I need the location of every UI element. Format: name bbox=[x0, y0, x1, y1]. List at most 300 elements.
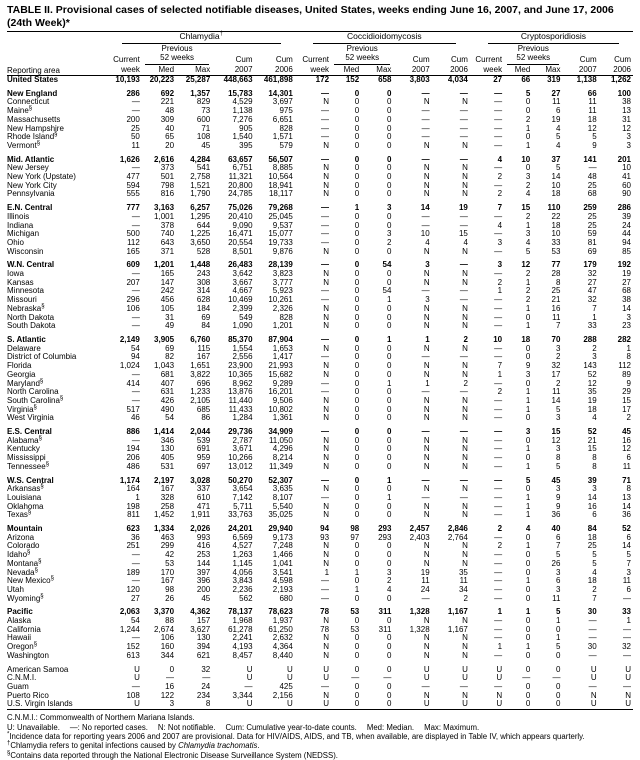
value-cell: 9 bbox=[556, 501, 561, 511]
value-cell: 2 bbox=[626, 413, 631, 423]
reporting-area-cell: Alabama§ bbox=[7, 435, 42, 445]
value-cell: 696 bbox=[196, 378, 211, 388]
value-cell: N bbox=[323, 690, 330, 700]
value-cell: 29 bbox=[622, 387, 631, 397]
value-cell: — bbox=[494, 550, 503, 560]
cum-label: Cum bbox=[235, 55, 253, 64]
value-cell: 0 bbox=[525, 163, 531, 173]
value-cell: 1 bbox=[525, 541, 531, 551]
value-cell: 1 bbox=[354, 584, 360, 594]
value-cell: 3,650 bbox=[190, 237, 211, 247]
value-cell: 555 bbox=[126, 189, 140, 199]
value-cell: 4,034 bbox=[447, 75, 468, 84]
value-cell: 3 bbox=[626, 132, 631, 142]
value-cell: 600 bbox=[196, 114, 211, 124]
value-cell: 3,823 bbox=[272, 269, 293, 279]
value-cell: 39 bbox=[587, 475, 597, 485]
value-cell: 165 bbox=[160, 269, 175, 279]
value-cell: 3,028 bbox=[190, 475, 211, 485]
value-cell: — bbox=[494, 180, 503, 190]
value-cell: 167 bbox=[196, 352, 211, 362]
value-cell: 52 bbox=[587, 369, 597, 379]
value-cell: 3 bbox=[556, 444, 561, 454]
value-cell: 84 bbox=[587, 524, 597, 534]
reporting-area-cell: Mountain bbox=[7, 524, 43, 534]
value-cell: 5 bbox=[556, 163, 561, 173]
value-cell: 1 bbox=[135, 492, 140, 502]
value-cell: 8,962 bbox=[232, 378, 253, 388]
value-cell: 17 bbox=[551, 369, 561, 379]
legend-item: N: Not notifiable. bbox=[157, 722, 216, 732]
value-cell: 19 bbox=[622, 269, 631, 279]
value-cell: — bbox=[494, 650, 503, 660]
value-cell: 234 bbox=[196, 690, 211, 700]
value-cell: 1 bbox=[425, 334, 430, 344]
value-cell: 100 bbox=[617, 88, 631, 98]
value-cell: N bbox=[462, 510, 468, 520]
value-cell: 1,145 bbox=[232, 558, 253, 568]
value-cell: 0 bbox=[354, 501, 360, 511]
value-cell: 1 bbox=[425, 378, 430, 388]
value-cell: 4 bbox=[386, 584, 392, 594]
value-cell: U bbox=[246, 699, 253, 709]
value-cell: 66 bbox=[587, 88, 597, 98]
legend-item: —: No reported cases. bbox=[69, 722, 148, 732]
value-cell: 6 bbox=[556, 576, 561, 586]
value-cell: 2,399 bbox=[232, 303, 253, 313]
reporting-area-cell: Ohio bbox=[7, 237, 24, 247]
value-cell: N bbox=[423, 444, 430, 454]
table-row bbox=[7, 414, 633, 423]
value-cell: 11 bbox=[552, 97, 561, 107]
value-cell: — bbox=[494, 303, 503, 313]
table-row bbox=[7, 336, 633, 345]
value-cell: 0 bbox=[386, 361, 392, 371]
value-cell: 0 bbox=[354, 123, 360, 133]
value-cell: 8 bbox=[556, 453, 561, 463]
value-cell: N bbox=[323, 369, 330, 379]
value-cell: 397 bbox=[196, 567, 211, 577]
year-2007-label: 2007 bbox=[393, 65, 431, 76]
value-cell: — bbox=[459, 427, 468, 437]
value-cell: N bbox=[462, 501, 468, 511]
reporting-area-cell: Pennsylvania bbox=[7, 189, 55, 199]
value-cell: 16,471 bbox=[228, 229, 253, 239]
current-label: Current bbox=[113, 55, 140, 64]
value-cell: 32 bbox=[587, 295, 597, 305]
value-cell: 4,193 bbox=[232, 642, 253, 652]
value-cell: N bbox=[423, 616, 430, 626]
value-cell: 25 bbox=[587, 211, 597, 221]
reporting-area-cell: New Mexico§ bbox=[7, 575, 54, 586]
value-cell: 3 bbox=[425, 295, 430, 305]
value-cell: 541 bbox=[196, 163, 211, 173]
value-cell: — bbox=[321, 492, 330, 502]
value-cell: 11,050 bbox=[268, 435, 293, 445]
reporting-area-cell: Maryland§ bbox=[7, 377, 44, 388]
value-cell: 152 bbox=[345, 75, 360, 84]
value-cell: 6 bbox=[626, 584, 631, 594]
value-cell: 1 bbox=[525, 404, 531, 414]
value-cell: 1 bbox=[525, 501, 531, 511]
value-cell: U bbox=[590, 699, 597, 709]
value-cell: 6,751 bbox=[232, 163, 253, 173]
value-cell: 33 bbox=[587, 321, 597, 331]
value-cell: — bbox=[459, 114, 468, 124]
table-row bbox=[7, 692, 633, 701]
value-cell: N bbox=[323, 616, 330, 626]
value-cell: 12 bbox=[521, 260, 531, 270]
value-cell: 52 bbox=[622, 524, 631, 534]
value-cell: 10 bbox=[551, 180, 561, 190]
value-cell: 7 bbox=[497, 203, 503, 213]
value-cell: 4 bbox=[463, 237, 468, 247]
table-row bbox=[7, 397, 633, 406]
table-row bbox=[7, 305, 633, 314]
value-cell: 416 bbox=[196, 541, 211, 551]
reporting-area-cell: Arizona bbox=[7, 532, 35, 542]
value-cell: 54 bbox=[130, 343, 140, 353]
value-cell: 0 bbox=[386, 220, 392, 230]
value-cell: 61,250 bbox=[268, 624, 293, 634]
table-row bbox=[7, 428, 633, 437]
value-cell: 0 bbox=[525, 558, 531, 568]
value-cell: 3 bbox=[525, 427, 531, 437]
value-cell: 5 bbox=[525, 475, 531, 485]
table-row bbox=[7, 595, 633, 604]
value-cell: 63,657 bbox=[228, 154, 253, 164]
value-cell: 6,257 bbox=[190, 203, 211, 213]
value-cell: 2 bbox=[525, 295, 531, 305]
value-cell: 3 bbox=[386, 567, 392, 577]
value-cell: — bbox=[494, 140, 503, 150]
value-cell: 112 bbox=[618, 361, 631, 371]
value-cell: 0 bbox=[354, 413, 360, 423]
value-cell: 19 bbox=[420, 567, 430, 577]
value-cell: 456 bbox=[160, 295, 175, 305]
value-cell: — bbox=[321, 593, 330, 603]
cum-label: Cum bbox=[579, 55, 597, 64]
value-cell: 293 bbox=[378, 532, 392, 542]
value-cell: 1,361 bbox=[272, 413, 293, 423]
value-cell: 79,268 bbox=[268, 203, 293, 213]
value-cell: 201 bbox=[617, 154, 631, 164]
value-cell: 5 bbox=[592, 550, 597, 560]
value-cell: — bbox=[494, 558, 503, 568]
value-cell: 0 bbox=[354, 163, 360, 173]
value-cell: 4,667 bbox=[232, 286, 253, 296]
value-cell: N bbox=[462, 633, 468, 643]
value-cell: 30 bbox=[587, 607, 597, 617]
value-cell: 54 bbox=[382, 260, 392, 270]
value-cell: N bbox=[462, 650, 468, 660]
value-cell: 0 bbox=[386, 387, 392, 397]
value-cell: 0 bbox=[525, 624, 531, 634]
value-cell: N bbox=[423, 501, 430, 511]
value-cell: 5,711 bbox=[233, 501, 253, 511]
value-cell: 0 bbox=[525, 435, 531, 445]
value-cell: N bbox=[423, 361, 430, 371]
reporting-area-cell: Kansas bbox=[7, 277, 34, 287]
value-cell: — bbox=[321, 352, 330, 362]
table-row bbox=[7, 314, 633, 323]
value-cell: N bbox=[423, 558, 430, 568]
value-cell: — bbox=[459, 682, 468, 691]
value-cell: 18 bbox=[587, 576, 597, 586]
value-cell: 243 bbox=[196, 269, 211, 279]
value-cell: 110 bbox=[547, 203, 561, 213]
value-cell: 0 bbox=[354, 237, 360, 247]
value-cell: 25 bbox=[130, 123, 140, 133]
value-cell: 1 bbox=[386, 295, 392, 305]
value-cell: 1,937 bbox=[272, 616, 293, 626]
value-cell: 2 bbox=[463, 593, 468, 603]
value-cell: 0 bbox=[525, 106, 531, 116]
value-cell: N bbox=[462, 277, 468, 287]
table-row bbox=[7, 133, 633, 142]
reporting-area-cell: Tennessee§ bbox=[7, 461, 50, 471]
value-cell: 0 bbox=[354, 435, 360, 445]
value-cell: — bbox=[494, 97, 503, 107]
reporting-area-cell: Connecticut bbox=[7, 97, 50, 107]
value-cell: N bbox=[423, 484, 430, 494]
value-cell: N bbox=[323, 550, 330, 560]
value-cell: 7,142 bbox=[232, 492, 253, 502]
value-cell: 18 bbox=[587, 532, 597, 542]
value-cell: 40 bbox=[165, 123, 175, 133]
value-cell: N bbox=[462, 140, 468, 150]
value-cell: 0 bbox=[354, 475, 360, 485]
value-cell: 1 bbox=[386, 378, 392, 388]
value-cell: 11 bbox=[622, 576, 631, 586]
value-cell: 157 bbox=[196, 616, 211, 626]
value-cell: 12 bbox=[551, 435, 561, 445]
value-cell: 20,410 bbox=[228, 211, 253, 221]
year-2007-label: 2007 bbox=[212, 65, 254, 76]
value-cell: 90 bbox=[622, 189, 631, 199]
value-cell: — bbox=[494, 682, 503, 691]
value-cell: 25 bbox=[587, 541, 597, 551]
value-cell: 69 bbox=[165, 343, 175, 353]
value-cell: — bbox=[494, 163, 503, 173]
value-cell: 3,627 bbox=[190, 624, 211, 634]
value-cell: 11 bbox=[552, 387, 561, 397]
value-cell: 9,090 bbox=[232, 220, 253, 230]
value-cell: — bbox=[351, 673, 360, 683]
value-cell: 395 bbox=[239, 140, 253, 150]
value-cell: 1,554 bbox=[232, 343, 253, 353]
value-cell: 1,201 bbox=[154, 260, 175, 270]
value-cell: 7 bbox=[497, 361, 503, 371]
value-cell: 0 bbox=[354, 88, 360, 98]
value-cell: N bbox=[323, 163, 330, 173]
value-cell: 200 bbox=[196, 584, 211, 594]
table-row bbox=[7, 76, 633, 85]
value-cell: 344 bbox=[160, 650, 175, 660]
value-cell: 112 bbox=[127, 237, 140, 247]
value-cell: N bbox=[423, 343, 430, 353]
table-row bbox=[7, 380, 633, 389]
value-cell: — bbox=[131, 220, 140, 230]
value-cell: 45 bbox=[201, 140, 211, 150]
value-cell: N bbox=[423, 550, 430, 560]
value-cell: 2 bbox=[525, 286, 531, 296]
value-cell: 0 bbox=[386, 88, 392, 98]
value-cell: 0 bbox=[386, 664, 392, 674]
value-cell: — bbox=[321, 576, 330, 586]
value-cell: 9 bbox=[525, 361, 531, 371]
value-cell: 993 bbox=[196, 532, 211, 542]
value-cell: — bbox=[321, 387, 330, 397]
value-cell: 0 bbox=[354, 510, 360, 520]
reporting-area-cell: Maine§ bbox=[7, 105, 33, 116]
table-row bbox=[7, 182, 633, 191]
value-cell: 2 bbox=[497, 189, 503, 199]
value-cell: 19 bbox=[587, 395, 597, 405]
value-cell: 477 bbox=[126, 172, 140, 182]
value-cell: — bbox=[421, 88, 430, 98]
value-cell: N bbox=[462, 189, 468, 199]
table-row bbox=[7, 190, 633, 199]
value-cell: 52 bbox=[587, 427, 597, 437]
value-cell: 27 bbox=[130, 593, 140, 603]
value-cell: N bbox=[323, 361, 330, 371]
value-cell: 0 bbox=[354, 269, 360, 279]
value-cell: 1,452 bbox=[154, 510, 175, 520]
value-cell: 94 bbox=[622, 237, 631, 247]
value-cell: 2,616 bbox=[154, 154, 175, 164]
value-cell: N bbox=[423, 269, 430, 279]
value-cell: 152 bbox=[126, 642, 140, 652]
value-cell: N bbox=[323, 321, 330, 331]
value-cell: 2 bbox=[463, 378, 468, 388]
value-cell: 4 bbox=[425, 237, 430, 247]
reporting-area-cell: U.S. Virgin Islands bbox=[7, 699, 73, 709]
max-label: Max bbox=[532, 65, 562, 76]
value-cell: 609 bbox=[126, 260, 140, 270]
value-cell: 1 bbox=[592, 312, 597, 322]
value-cell: U bbox=[625, 699, 631, 709]
reporting-area-cell: Wisconsin bbox=[7, 246, 44, 256]
value-cell: 2,156 bbox=[272, 690, 293, 700]
value-cell: 4,362 bbox=[190, 607, 211, 617]
value-cell: 143 bbox=[583, 361, 597, 371]
value-cell: 141 bbox=[583, 154, 597, 164]
value-cell: 3 bbox=[425, 260, 430, 270]
value-cell: 48 bbox=[165, 106, 175, 116]
value-cell: 242 bbox=[160, 286, 175, 296]
value-cell: — bbox=[494, 444, 503, 454]
value-cell: 828 bbox=[279, 312, 293, 322]
value-cell: 0 bbox=[354, 260, 360, 270]
value-cell: 7 bbox=[626, 558, 631, 568]
value-cell: 7 bbox=[556, 321, 561, 331]
value-cell: — bbox=[321, 88, 330, 98]
value-cell: 78,623 bbox=[268, 607, 293, 617]
value-cell: 7 bbox=[592, 303, 597, 313]
value-cell: U bbox=[625, 673, 631, 683]
value-cell: 0 bbox=[386, 650, 392, 660]
value-cell: 0 bbox=[354, 180, 360, 190]
value-cell: 1,225 bbox=[190, 229, 211, 239]
value-cell: 1,201 bbox=[272, 321, 293, 331]
value-cell: 286 bbox=[617, 203, 631, 213]
value-cell: 25 bbox=[551, 286, 561, 296]
value-cell: 3 bbox=[556, 567, 561, 577]
value-cell: 0 bbox=[386, 246, 392, 256]
value-cell: 45 bbox=[201, 593, 211, 603]
value-cell: 89 bbox=[622, 369, 631, 379]
value-cell: 61,278 bbox=[228, 624, 253, 634]
value-cell: 172 bbox=[315, 75, 330, 84]
group-header-cryptosporidiosis: Cryptosporidiosis bbox=[470, 32, 633, 44]
value-cell: N bbox=[323, 501, 330, 511]
value-cell: U bbox=[323, 664, 330, 674]
value-cell: — bbox=[131, 106, 140, 116]
value-cell: 2,674 bbox=[154, 624, 175, 634]
value-cell: 18 bbox=[521, 334, 531, 344]
value-cell: 32 bbox=[622, 642, 631, 652]
value-cell: U bbox=[134, 664, 140, 674]
value-cell: 0 bbox=[354, 633, 360, 643]
value-cell: 4,529 bbox=[232, 97, 253, 107]
reporting-area-cell: Oregon§ bbox=[7, 641, 38, 652]
value-cell: 0 bbox=[386, 404, 392, 414]
value-cell: 1 bbox=[525, 321, 531, 331]
table-row bbox=[7, 164, 633, 173]
value-cell: N bbox=[323, 484, 330, 494]
value-cell: U bbox=[590, 673, 597, 683]
value-cell: 3 bbox=[169, 699, 175, 709]
value-cell: 53 bbox=[350, 607, 360, 617]
max-label: Max bbox=[361, 65, 393, 76]
value-cell: 25 bbox=[587, 220, 597, 230]
reporting-area-cell: Nebraska§ bbox=[7, 303, 45, 313]
value-cell: 10,193 bbox=[115, 75, 140, 84]
value-cell: 0 bbox=[556, 664, 561, 674]
value-cell: 3,370 bbox=[154, 607, 175, 617]
value-cell: 1,233 bbox=[190, 387, 211, 397]
value-cell: 253 bbox=[196, 550, 211, 560]
value-cell: U bbox=[462, 673, 468, 683]
value-cell: 3,635 bbox=[272, 484, 293, 494]
value-cell: N bbox=[323, 246, 330, 256]
value-cell: 10,469 bbox=[228, 295, 253, 305]
value-cell: 97 bbox=[350, 532, 360, 542]
value-cell: N bbox=[423, 163, 430, 173]
value-cell: 0 bbox=[386, 413, 392, 423]
value-cell: — bbox=[131, 321, 140, 331]
value-cell: 0 bbox=[354, 642, 360, 652]
value-cell: N bbox=[423, 312, 430, 322]
value-cell: 108 bbox=[196, 132, 211, 142]
value-cell: 11 bbox=[552, 593, 561, 603]
value-cell: 11 bbox=[552, 312, 561, 322]
value-cell: 98 bbox=[350, 524, 360, 534]
value-cell: 34,909 bbox=[268, 427, 293, 437]
table-row bbox=[7, 230, 633, 239]
value-cell: 11 bbox=[622, 461, 631, 471]
value-cell: 2 bbox=[556, 352, 561, 362]
value-cell: U bbox=[496, 673, 503, 683]
value-cell: 311 bbox=[378, 607, 392, 617]
value-cell: — bbox=[494, 413, 503, 423]
value-cell: U bbox=[246, 664, 253, 674]
value-cell: 2,063 bbox=[119, 607, 140, 617]
value-cell: 0 bbox=[386, 616, 392, 626]
value-cell: 3 bbox=[525, 369, 531, 379]
reporting-area-cell: United States bbox=[7, 75, 59, 84]
